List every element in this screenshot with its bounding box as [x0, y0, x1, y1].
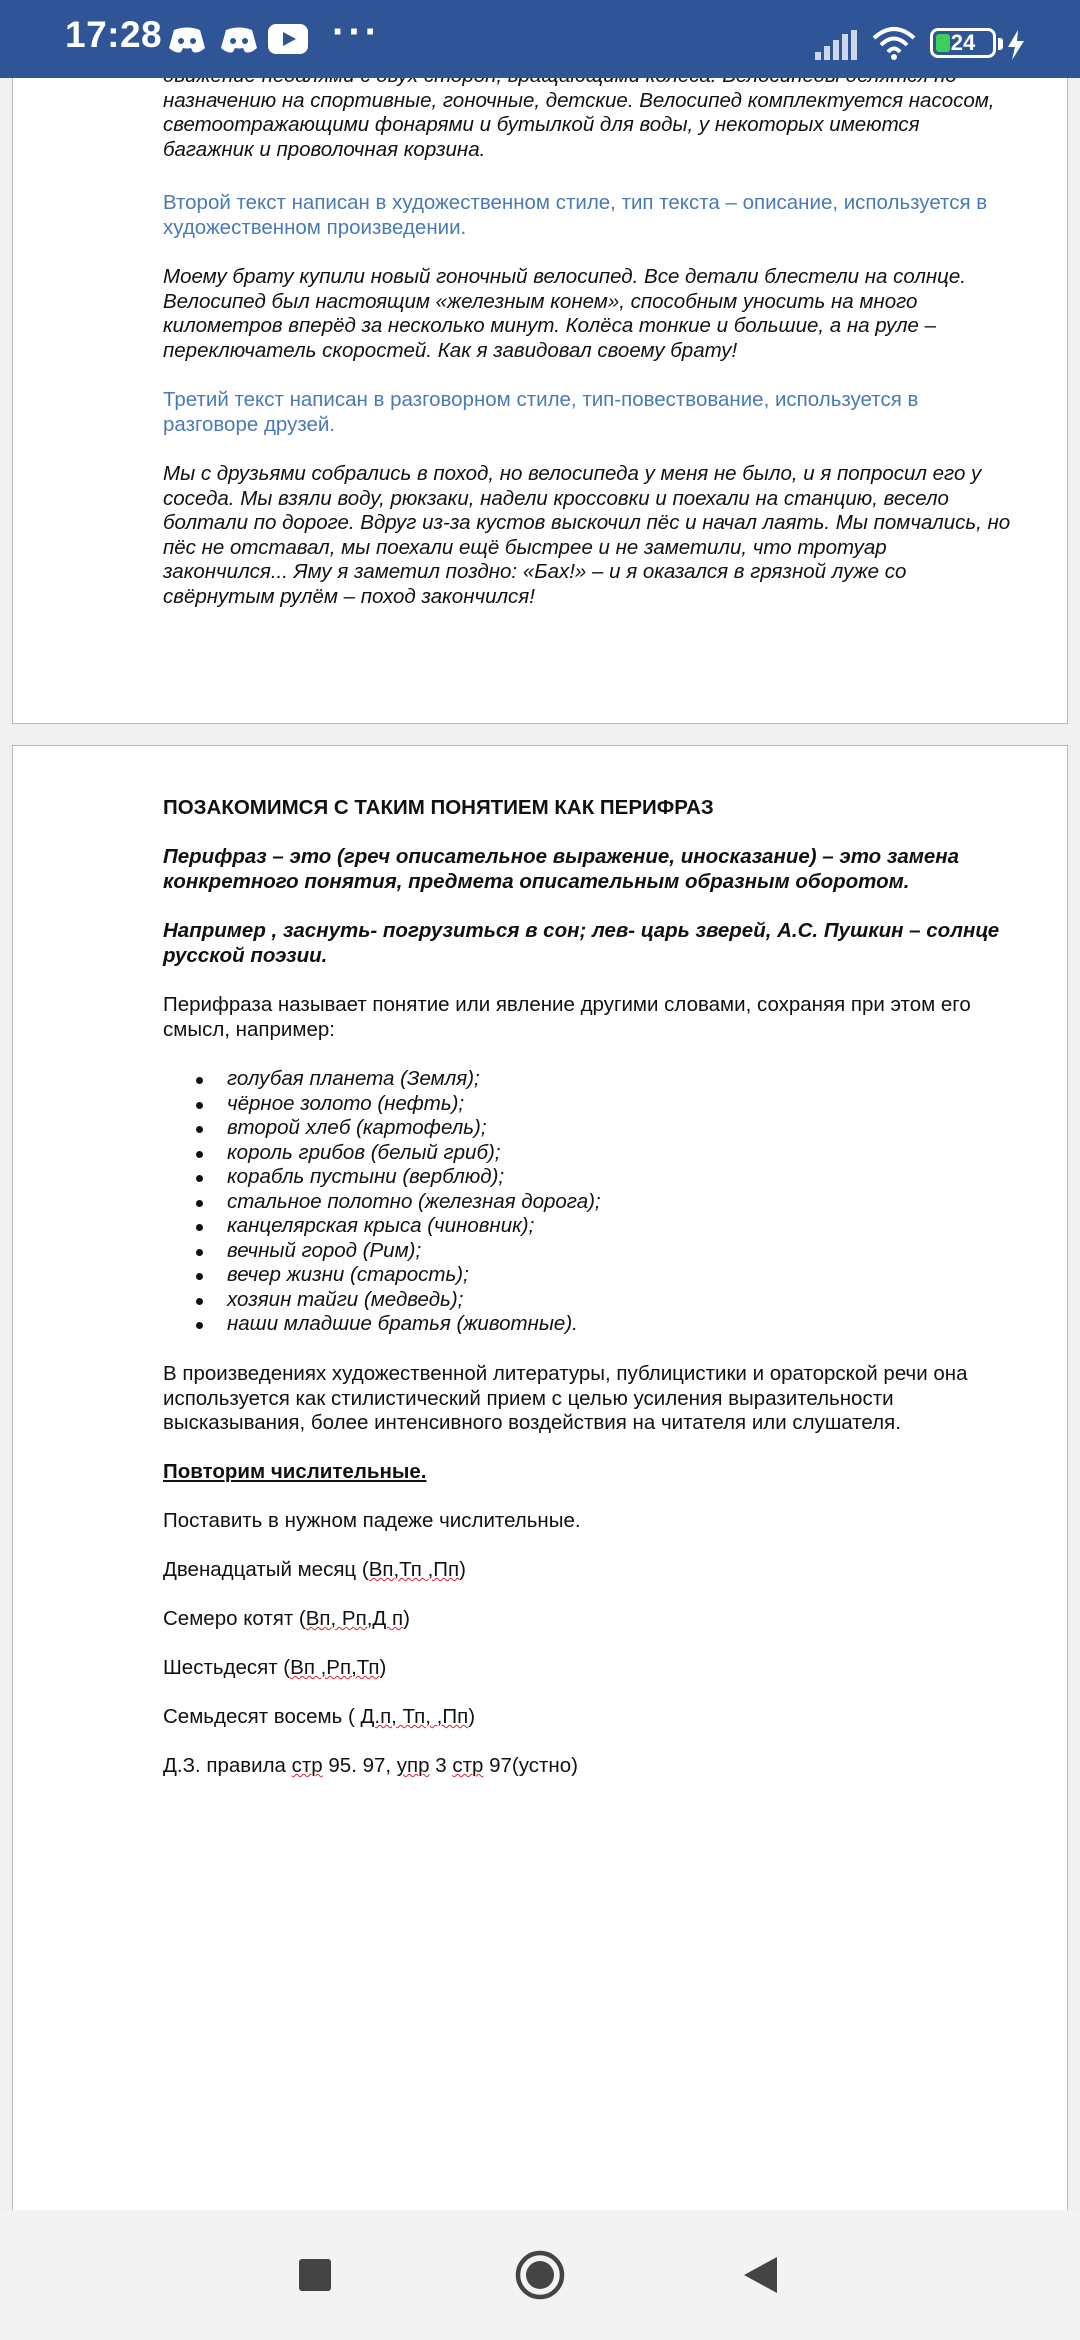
battery-icon [930, 28, 996, 58]
list-item: канцелярская крыса (чиновник); [163, 1214, 1011, 1239]
task-line-2: Семеро котят (Вп, Рп,Д п) [163, 1607, 410, 1630]
section-heading: ПОЗАКОМИМСЯ С ТАКИМ ПОНЯТИЕМ КАК ПЕРИФРАЗ [163, 796, 714, 819]
circle-icon [514, 2249, 566, 2301]
list-item: вечный город (Рим); [163, 1239, 1011, 1264]
list-item: второй хлеб (картофель); [163, 1116, 1011, 1141]
status-time: 17:28 [65, 14, 163, 55]
paragraph-task: Поставить в нужном падеже числительные. [163, 1509, 581, 1532]
paragraph-usage: В произведениях художественной литературы, публицистики и ораторской речи она используется как стилистический прием с целью усиления выразительности высказывания, более интенсивного воздействия на читателя или слушателя. [163, 1362, 968, 1434]
task-line-4: Семьдесят восемь ( Д.п, Тп, ,Пп) [163, 1705, 476, 1728]
list-item: король грибов (белый гриб); [163, 1141, 1011, 1166]
list-item: голубая планета (Земля); [163, 1067, 1011, 1092]
paragraph-definition: Перифраз – это (греч описательное выражение, иносказание) – это замена конкретного понятия, предмета описательным образным оборотом. [163, 845, 960, 893]
document-page-1[interactable] [12, 0, 1068, 724]
status-bar [0, 0, 1080, 78]
back-button[interactable] [725, 2240, 795, 2310]
discord-icon [168, 26, 206, 59]
paragraph-second-text-note: Второй текст написан в художественном стиле, тип текста – описание, используется в художественном произведении. [163, 191, 988, 239]
battery-level: 24 [950, 30, 976, 55]
more-notifications-icon: ··· [332, 10, 381, 54]
task-line-3: Шестьдесят (Вп ,Рп,Тп) [163, 1656, 387, 1679]
recent-apps-button[interactable] [280, 2240, 350, 2310]
paragraph-third-text: Мы с друзьями собрались в поход, но велосипеда у меня не было, и я попросил его у соседа. Мы взяли воду, рюкзаки, надели кроссовки и поехали на станцию, весело болтали по дороге. Вдруг из-за кустов выскочил пёс и начал лаять. Мы помчались, но пёс не отставал, мы поехали ещё быстрее и не заметили, что тротуар закончился... Яму я заметил поздно: «Бах!» – и я оказался в грязной луже со свёрнутым рулём – поход закончился! [163, 462, 1011, 608]
wifi-icon [872, 26, 916, 65]
homework-line: Д.З. правила стр 95. 97, упр 3 стр 97(устно) [163, 1754, 578, 1777]
paragraph-third-text-note: Третий текст написан в разговорном стиле, тип-повествование, используется в разговоре друзей. [163, 388, 919, 436]
document-page-2[interactable] [12, 745, 1068, 2215]
back-triangle-icon [741, 2255, 779, 2295]
home-button[interactable] [505, 2240, 575, 2310]
list-item: стальное полотно (железная дорога); [163, 1190, 1011, 1215]
task-line-1: Двенадцатый месяц (Вп,Тп ,Пп) [163, 1558, 466, 1581]
youtube-icon [268, 24, 308, 59]
paragraph-second-text: Моему брату купили новый гоночный велосипед. Все детали блестели на солнце. Велосипед был настоящим «железным конем», способным уносить на много километров вперёд за несколько минут. Колёса тонкие и большие, а на руле – переключатель скоростей. Как я завидовал своему брату! [163, 265, 966, 362]
list-item: корабль пустыни (верблюд); [163, 1165, 1011, 1190]
list-item: наши младшие братья (животные). [163, 1312, 1011, 1337]
paragraph-bicycle-description: назначению на спортивные, гоночные, детские. Велосипед комплектуется насосом, светоотражающими фонарями и бутылкой для воды, у некоторых имеются багажник и проволочная корзина. [163, 88, 995, 161]
paragraph-example: Например , заснуть- погрузиться в сон; лев- царь зверей, А.С. Пушкин – солнце русской поэзии. [163, 919, 1000, 967]
numerals-heading: Повторим числительные. [163, 1460, 427, 1483]
list-item: чёрное золото (нефть); [163, 1092, 1011, 1117]
list-item: хозяин тайги (медведь); [163, 1288, 1011, 1313]
signal-icon [815, 30, 857, 65]
charging-bolt-icon [1006, 30, 1026, 65]
square-icon [298, 2258, 332, 2292]
discord-icon [220, 26, 258, 59]
examples-list [163, 1067, 1011, 1337]
paragraph-intro: Перифраза называет понятие или явление другими словами, сохраняя при этом его смысл, например: [163, 993, 971, 1041]
navigation-bar [0, 2210, 1080, 2340]
list-item: вечер жизни (старость); [163, 1263, 1011, 1288]
